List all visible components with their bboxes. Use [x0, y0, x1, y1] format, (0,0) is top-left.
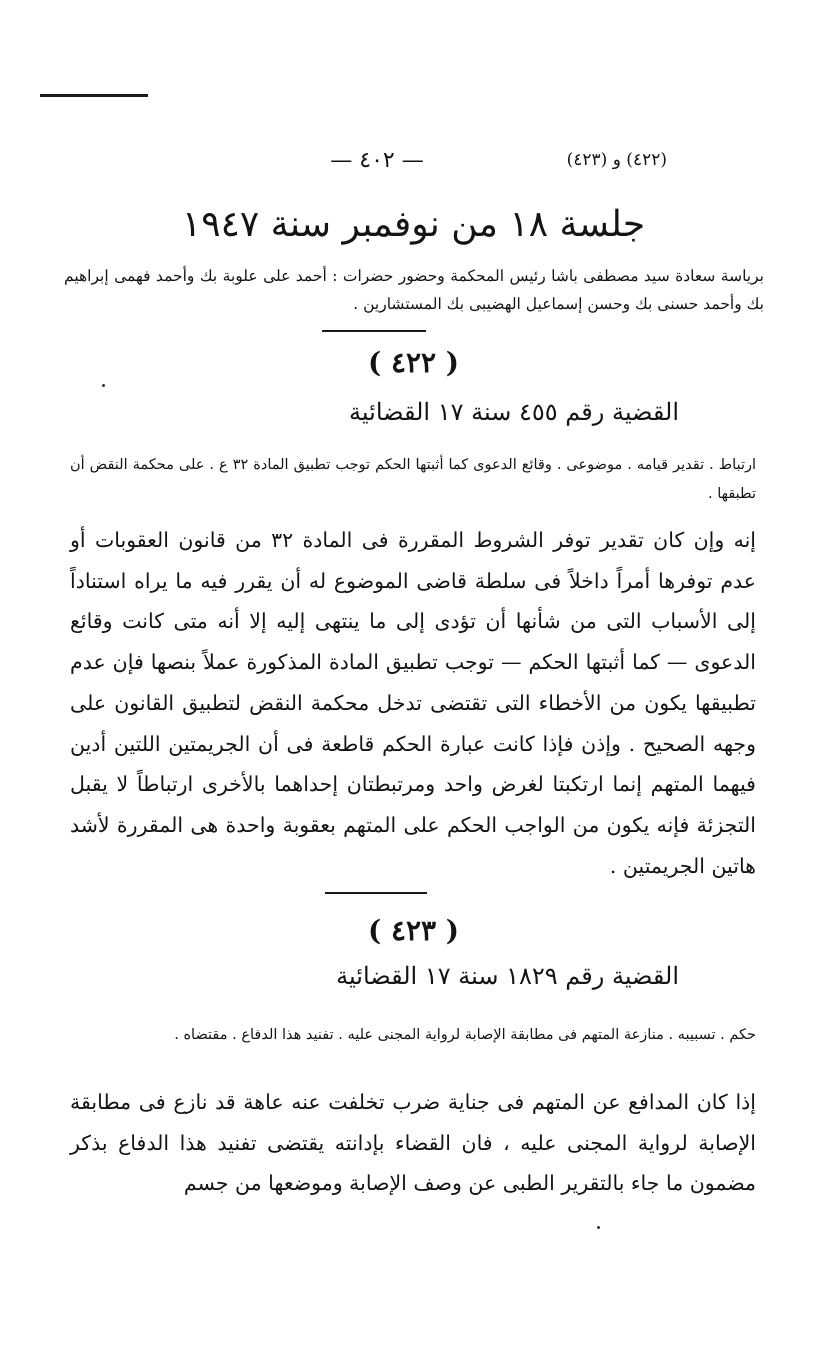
session-title: جلسة ١٨ من نوفمبر سنة ١٩٤٧ [181, 204, 646, 245]
case-number: ( ٤٢٢ ) [367, 346, 460, 379]
case-body: إنه وإن كان تقدير توفر الشروط المقررة فى المادة ٣٢ من قانون العقوبات أو عدم توفرها أمراً داخلاً فى سلطة قاضى الموضوع له أن يقرر فيه ما يراه استناداً إلى الأسباب التى من شأنها أن تؤدى إلى ما ينتهى إليه إلا أنه متى كانت وقائع الدعوى — كما أثبتها الحكم — توجب تطبيق المادة المذكورة عملاً بنصها فإن عدم تطبيقها يكون من الأخطاء التى تقتضى تدخل محكمة النقض لتطبيق القانون على وجهه الصحيح . وإذن فإذا كانت عبارة الحكم قاطعة فى أن الجريمتين اللتين أدين فيهما المتهم إنما ارتكبتا لغرض واحد ومرتبطتان إحداهما بالأخرى ارتباطاً لا يقبل التجزئة فإنه يكون من الواجب الحكم على المتهم بعقوبة واحدة هى المقررة لأشد هاتين الجريمتين . [70, 528, 756, 878]
case-number: ( ٤٢٣ ) [367, 914, 460, 947]
section-divider [325, 892, 427, 894]
stray-dot [102, 384, 105, 387]
case-keywords: حكم . تسبيبه . منازعة المتهم فى مطابقة الإصابة لرواية المجنى عليه . تفنيد هذا الدفاع . مقتضاه . [174, 1027, 756, 1043]
section-divider [322, 330, 426, 332]
running-case-reference: (٤٢٢) و (٤٢٣) [566, 150, 667, 170]
case-body: إذا كان المدافع عن المتهم فى جناية ضرب تخلفت عنه عاهة قد نازع فى مطابقة الإصابة لرواية المجنى عليه ، فان القضاء بإدانته يقتضى تفنيد هذا الدفاع بذكر مضمون ما جاء بالتقرير الطبى عن وصف الإصابة وموضعها من جسم [70, 1090, 756, 1196]
session-presidency: برياسة سعادة سيد مصطفى باشا رئيس المحكمة وحضور حضرات : أحمد على علوبة بك وأحمد فهمى إبراهيم بك وأحمد حسنى بك وحسن إسماعيل الهضيبى بك المستشارين . [64, 267, 764, 313]
stray-dot [597, 1226, 600, 1229]
case-title: القضية رقم ٤٥٥ سنة ١٧ القضائية [349, 398, 679, 426]
case-title: القضية رقم ١٨٢٩ سنة ١٧ القضائية [336, 962, 679, 990]
case-keywords: ارتباط . تقدير قيامه . موضوعى . وقائع الدعوى كما أثبتها الحكم توجب تطبيق المادة ٣٢ ع . على محكمة النقض أن تطبقها . [70, 457, 757, 502]
top-rule [40, 94, 148, 97]
page-header [0, 148, 827, 178]
page-number: — ٤٠٢ — [330, 148, 424, 173]
